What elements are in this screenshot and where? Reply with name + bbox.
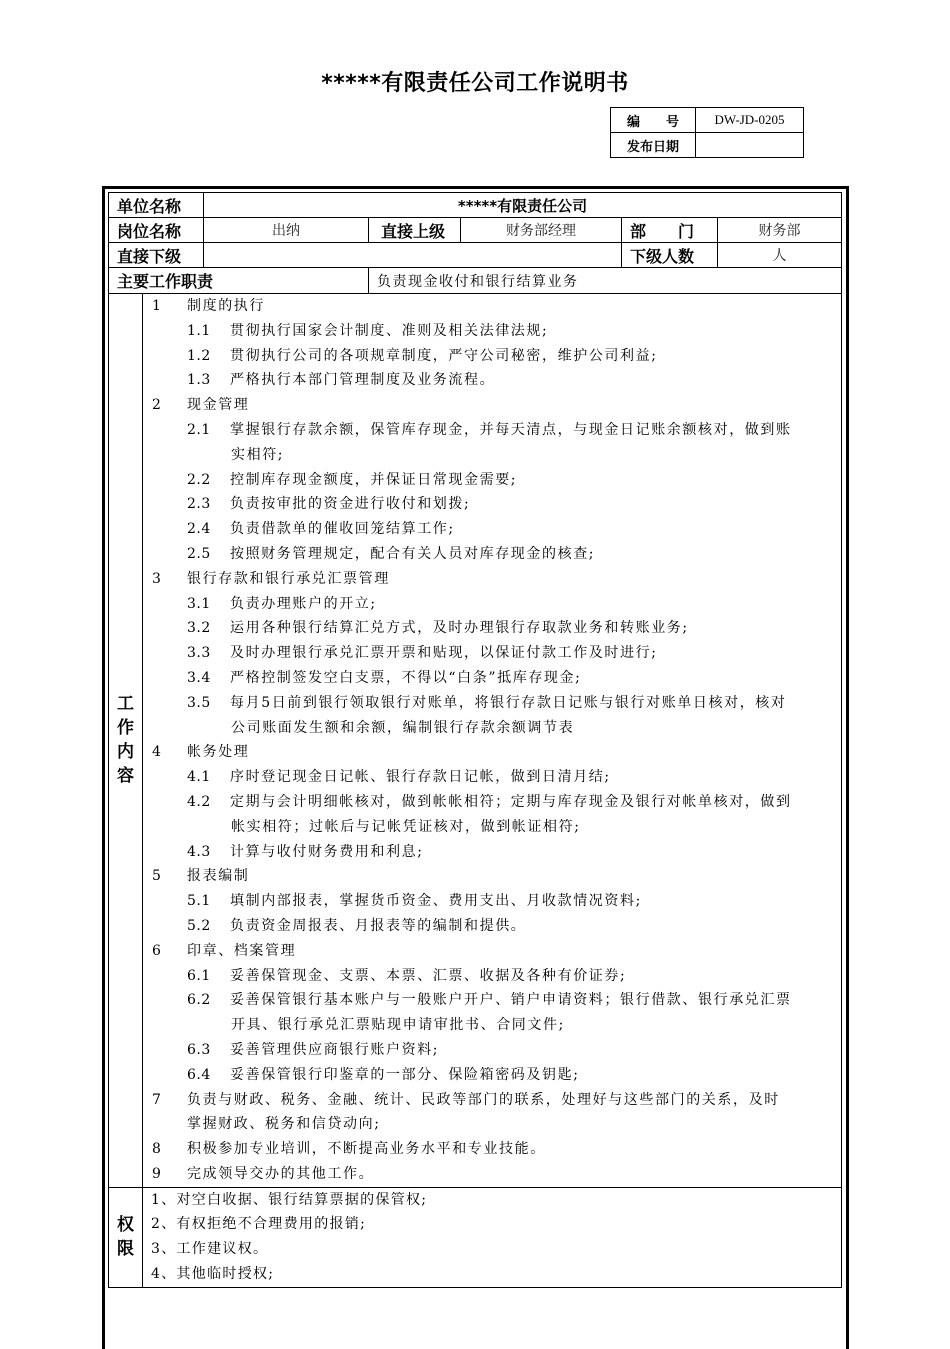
work-item bbox=[143, 1013, 841, 1038]
work-item-text: 严格控制签发空白支票，不得以“白条”抵库存现金; bbox=[230, 669, 582, 686]
work-item-number: 2.3 bbox=[187, 496, 211, 513]
work-item-number: 2 bbox=[152, 397, 161, 414]
work-item bbox=[143, 691, 841, 716]
work-item bbox=[143, 294, 841, 319]
work-item-number: 5.1 bbox=[187, 893, 211, 910]
work-item-text: 妥善保管现金、支票、本票、汇票、收据及各种有价证券; bbox=[230, 967, 627, 984]
document-code-table bbox=[610, 107, 804, 158]
work-item bbox=[143, 914, 841, 939]
work-item-number: 2.2 bbox=[187, 471, 211, 488]
work-item bbox=[143, 988, 841, 1013]
document-title: *****有限责任公司工作说明书 bbox=[321, 71, 629, 96]
work-item-number: 3 bbox=[152, 570, 161, 587]
post-value: 出纳 bbox=[204, 218, 369, 243]
work-item bbox=[143, 468, 841, 493]
work-item bbox=[143, 492, 841, 517]
work-item-text: 严格执行本部门管理制度及业务流程。 bbox=[230, 372, 496, 389]
work-item-text: 开具、银行承兑汇票贴现申请审批书、合同文件; bbox=[231, 1017, 565, 1034]
work-item-number: 5.2 bbox=[187, 917, 211, 934]
work-item bbox=[143, 319, 841, 344]
work-item-text: 负责借款单的催收回笼结算工作; bbox=[230, 521, 455, 538]
work-item bbox=[143, 939, 841, 964]
work-item bbox=[143, 1063, 841, 1088]
work-item-text: 印章、档案管理 bbox=[187, 942, 297, 959]
work-item-number: 5 bbox=[152, 868, 161, 885]
authority-label bbox=[109, 1187, 143, 1287]
work-item bbox=[143, 641, 841, 666]
work-item-text: 妥善保管银行基本账户与一般账户开户、销户申请资料；银行借款、银行承兑汇票 bbox=[230, 992, 792, 1009]
authority-label-text: 权 限 bbox=[117, 1215, 134, 1260]
sub-count-value: 人 bbox=[718, 243, 842, 268]
work-item bbox=[143, 368, 841, 393]
row-duty bbox=[109, 268, 842, 294]
work-item bbox=[143, 1137, 841, 1162]
work-item-text: 掌握财政、税务和信贷动向; bbox=[187, 1116, 381, 1133]
work-item bbox=[143, 1038, 841, 1063]
work-item-text: 定期与会计明细帐核对，做到帐帐相符；定期与库存现金及银行对帐单核对，做到 bbox=[230, 793, 792, 810]
dept-label: 部 门 bbox=[622, 218, 718, 243]
work-item-number: 4 bbox=[152, 744, 161, 761]
work-item-number: 2.1 bbox=[187, 421, 211, 438]
work-item bbox=[143, 864, 841, 889]
work-item bbox=[143, 393, 841, 418]
work-item-text: 妥善保管银行印鉴章的一部分、保险箱密码及钥匙; bbox=[230, 1066, 580, 1083]
work-item bbox=[143, 964, 841, 989]
work-item bbox=[143, 542, 841, 567]
work-item-number: 9 bbox=[152, 1165, 161, 1182]
dept-value: 财务部 bbox=[718, 218, 842, 243]
row-work bbox=[109, 294, 842, 1188]
work-item-text: 负责办理账户的开立; bbox=[230, 595, 377, 612]
authority-content bbox=[143, 1187, 842, 1287]
post-label: 岗位名称 bbox=[109, 218, 204, 243]
work-content bbox=[143, 294, 842, 1188]
unit-value: *****有限责任公司 bbox=[204, 193, 842, 218]
work-item-number: 4.1 bbox=[187, 769, 211, 786]
work-item bbox=[143, 1088, 841, 1113]
work-item-text: 每月5日前到银行领取银行对账单，将银行存款日记账与银行对账单日核对，核对 bbox=[230, 694, 787, 711]
work-item-text: 积极参加专业培训，不断提高业务水平和专业技能。 bbox=[187, 1141, 546, 1158]
work-item-number: 6 bbox=[152, 942, 161, 959]
work-item bbox=[143, 765, 841, 790]
work-item-number: 3.2 bbox=[187, 620, 211, 637]
work-item-text: 计算与收付财务费用和利息; bbox=[230, 843, 424, 860]
work-item-number: 6.3 bbox=[187, 1041, 211, 1058]
work-item-number: 3.3 bbox=[187, 645, 211, 662]
work-item-text: 控制库存现金额度，并保证日常现金需要; bbox=[230, 471, 518, 488]
work-item bbox=[143, 716, 841, 741]
work-item-number: 7 bbox=[152, 1091, 161, 1108]
authority-item: 4、其他临时授权; bbox=[151, 1266, 275, 1283]
work-item-text: 贯彻执行公司的各项规章制度，严守公司秘密，维护公司利益; bbox=[230, 347, 658, 364]
row-unit bbox=[109, 193, 842, 218]
work-item-number: 3.4 bbox=[187, 669, 211, 686]
work-item-text: 完成领导交办的其他工作。 bbox=[187, 1165, 375, 1182]
work-item-number: 2.4 bbox=[187, 521, 211, 538]
duty-label: 主要工作职责 bbox=[109, 268, 369, 294]
work-item bbox=[143, 344, 841, 369]
work-item-number: 4.3 bbox=[187, 843, 211, 860]
work-item-text: 银行存款和银行承兑汇票管理 bbox=[187, 570, 390, 587]
work-item-text: 实相符; bbox=[231, 446, 285, 463]
work-item bbox=[143, 790, 841, 815]
work-item-text: 贯彻执行国家会计制度、准则及相关法律法规; bbox=[230, 322, 549, 339]
work-item-number: 8 bbox=[152, 1141, 161, 1158]
work-item-text: 及时办理银行承兑汇票开票和贴现，以保证付款工作及时进行; bbox=[230, 645, 658, 662]
work-item bbox=[143, 418, 841, 443]
work-item-number: 3.5 bbox=[187, 694, 211, 711]
superior-value: 财务部经理 bbox=[461, 218, 622, 243]
work-item-number: 6.1 bbox=[187, 967, 211, 984]
date-label: 发布日期 bbox=[611, 133, 696, 158]
work-item bbox=[143, 740, 841, 765]
work-label bbox=[109, 294, 143, 1188]
unit-label: 单位名称 bbox=[109, 193, 204, 218]
work-item-text: 负责资金周报表、月报表等的编制和提供。 bbox=[230, 917, 527, 934]
code-label: 编 号 bbox=[611, 108, 696, 133]
code-value: DW-JD-0205 bbox=[696, 108, 804, 133]
work-item bbox=[143, 666, 841, 691]
superior-label: 直接上级 bbox=[369, 218, 461, 243]
work-item-text: 帐实相符；过帐后与记帐凭证核对，做到帐证相符; bbox=[231, 818, 581, 835]
work-item-text: 按照财务管理规定，配合有关人员对库存现金的核查; bbox=[230, 545, 596, 562]
work-item bbox=[143, 815, 841, 840]
work-item-text: 帐务处理 bbox=[187, 744, 250, 761]
work-item-number: 1 bbox=[152, 298, 161, 314]
work-item bbox=[143, 1162, 841, 1187]
work-item-number: 1.1 bbox=[187, 322, 211, 339]
row-subordinate bbox=[109, 243, 842, 268]
work-item-number: 6.2 bbox=[187, 992, 211, 1009]
work-item-text: 公司账面发生额和余额，编制银行存款余额调节表 bbox=[231, 719, 575, 736]
work-item bbox=[143, 443, 841, 468]
work-item bbox=[143, 616, 841, 641]
authority-item: 3、工作建议权。 bbox=[151, 1241, 269, 1258]
work-item-number: 6.4 bbox=[187, 1066, 211, 1083]
work-item-text: 报表编制 bbox=[187, 868, 250, 885]
subordinate-value bbox=[204, 243, 622, 268]
work-item bbox=[143, 1112, 841, 1137]
sub-count-label: 下级人数 bbox=[622, 243, 718, 268]
work-item bbox=[143, 592, 841, 617]
work-item-text: 填制内部报表，掌握货币资金、费用支出、月收款情况资料; bbox=[230, 893, 642, 910]
work-item bbox=[143, 567, 841, 592]
work-item-text: 负责与财政、税务、金融、统计、民政等部门的联系，处理好与这些部门的关系，及时 bbox=[187, 1091, 780, 1108]
work-item-text: 制度的执行 bbox=[187, 298, 265, 314]
work-item-text: 掌握银行存款余额，保管库存现金，并每天清点，与现金日记账余额核对，做到账 bbox=[230, 421, 792, 438]
work-item-number: 1.3 bbox=[187, 372, 211, 389]
work-item-number: 3.1 bbox=[187, 595, 211, 612]
work-item-number: 1.2 bbox=[187, 347, 211, 364]
work-item-text: 妥善管理供应商银行账户资料; bbox=[230, 1041, 440, 1058]
authority-item: 2、有权拒绝不合理费用的报销; bbox=[151, 1216, 367, 1233]
subordinate-label: 直接下级 bbox=[109, 243, 204, 268]
work-item-text: 序时登记现金日记帐、银行存款日记帐，做到日清月结; bbox=[230, 769, 611, 786]
date-value bbox=[696, 133, 804, 158]
work-item-text: 负责按审批的资金进行收付和划拨; bbox=[230, 496, 471, 513]
row-post bbox=[109, 218, 842, 243]
job-description-table bbox=[108, 192, 842, 1288]
work-item-text: 运用各种银行结算汇兑方式，及时办理银行存取款业务和转账业务; bbox=[230, 620, 689, 637]
row-authority bbox=[109, 1187, 842, 1287]
work-item bbox=[143, 889, 841, 914]
duty-value: 负责现金收付和银行结算业务 bbox=[369, 268, 842, 294]
work-item-number: 2.5 bbox=[187, 545, 211, 562]
work-label-text: 工 作 内 容 bbox=[117, 694, 134, 787]
work-item bbox=[143, 840, 841, 865]
work-item-text: 现金管理 bbox=[187, 397, 250, 414]
work-item bbox=[143, 517, 841, 542]
work-item-number: 4.2 bbox=[187, 793, 211, 810]
authority-item: 1、对空白收据、银行结算票据的保管权; bbox=[151, 1191, 428, 1208]
